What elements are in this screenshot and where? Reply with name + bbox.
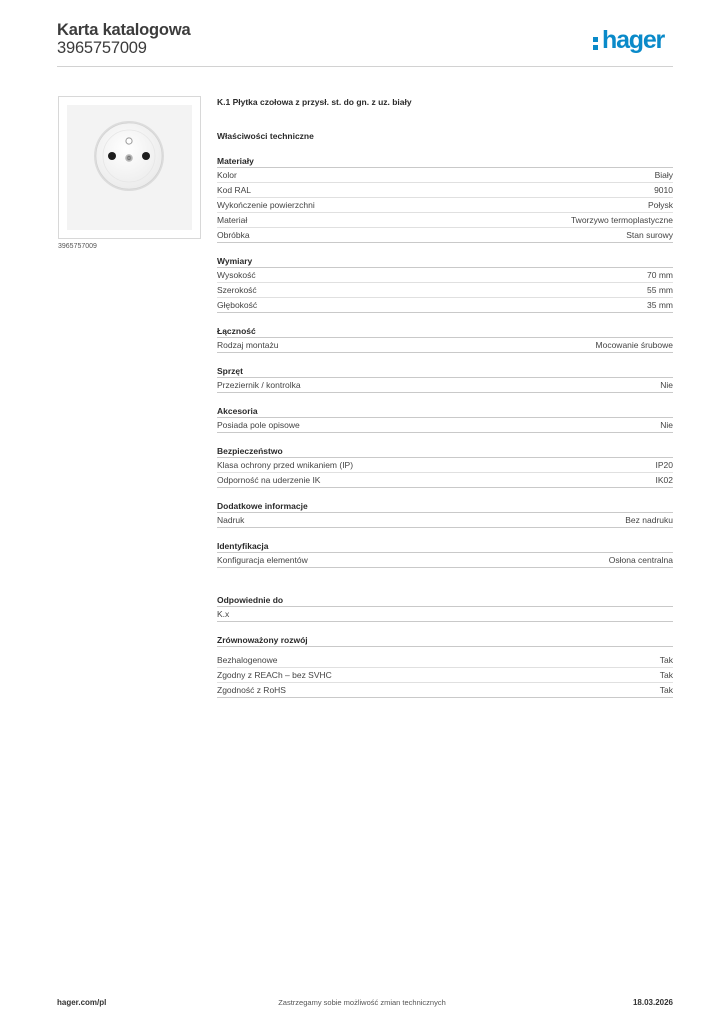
section-title: Dodatkowe informacje [217, 500, 673, 513]
hager-logo [592, 26, 676, 56]
spec-row [217, 378, 673, 393]
spec-label: K.x [217, 609, 230, 619]
spec-value: Tworzywo termoplastyczne [570, 215, 673, 225]
section-safety [217, 445, 673, 488]
section-hardware [217, 365, 673, 393]
section-title: Zrównoważony rozwój [217, 634, 673, 647]
socket-outlet-icon [67, 105, 192, 230]
spec-value: 9010 [654, 185, 673, 195]
spec-row [217, 473, 673, 488]
page-title: Karta katalogowa [57, 21, 191, 39]
spec-label: Wykończenie powierzchni [217, 200, 315, 210]
header-divider [57, 66, 673, 67]
spec-label: Kod RAL [217, 185, 252, 195]
cover-plate [67, 105, 192, 230]
spec-value: IP20 [655, 460, 673, 470]
section-title: Bezpieczeństwo [217, 445, 673, 458]
spec-label: Bezhalogenowe [217, 655, 278, 665]
spec-value: Mocowanie śrubowe [595, 340, 673, 350]
spec-row [217, 607, 673, 622]
spec-row [217, 553, 673, 568]
spec-row [217, 168, 673, 183]
spec-value: Stan surowy [626, 230, 673, 240]
spec-value: Tak [659, 685, 673, 695]
spec-row [217, 338, 673, 353]
spec-value: 70 mm [647, 270, 673, 280]
spec-row [217, 418, 673, 433]
spec-row [217, 283, 673, 298]
product-image [58, 96, 201, 239]
spec-value: 55 mm [647, 285, 673, 295]
spec-row [217, 683, 673, 698]
spec-row [217, 298, 673, 313]
spec-label: Przeziernik / kontrolka [217, 380, 301, 390]
spec-label: Wysokość [217, 270, 256, 280]
spec-value: 35 mm [647, 300, 673, 310]
section-dimensions [217, 255, 673, 313]
section-title: Łączność [217, 325, 673, 338]
spec-value: Nie [660, 380, 673, 390]
spec-label: Odporność na uderzenie IK [217, 475, 321, 485]
spec-value: Tak [659, 670, 673, 680]
spec-label: Zgodność z RoHS [217, 685, 286, 695]
footer-disclaimer: Zastrzegamy sobie możliwość zmian technicznych [278, 998, 446, 1007]
spec-value: IK02 [655, 475, 673, 485]
spec-row [217, 268, 673, 283]
section-title: Akcesoria [217, 405, 673, 418]
spec-row [217, 198, 673, 213]
spec-label: Obróbka [217, 230, 250, 240]
spec-label: Klasa ochrony przed wnikaniem (IP) [217, 460, 354, 470]
logo-text: hager [602, 26, 665, 54]
spec-label: Posiada pole opisowe [217, 420, 300, 430]
spec-row [217, 228, 673, 243]
section-sustainability [217, 634, 673, 698]
spec-row [217, 513, 673, 528]
section-suitable-for [217, 594, 673, 622]
section-additional-info [217, 500, 673, 528]
tech-properties-heading: Właściwości techniczne [217, 131, 314, 141]
spec-label: Głębokość [217, 300, 258, 310]
spec-row [217, 653, 673, 668]
spec-value: Osłona centralna [608, 555, 673, 565]
spec-value: Połysk [647, 200, 673, 210]
spec-value: Bez nadruku [625, 515, 673, 525]
section-materials [217, 155, 673, 243]
footer-date: 18.03.2026 [632, 998, 673, 1007]
spec-value: Tak [659, 655, 673, 665]
spec-label: Rodzaj montażu [217, 340, 279, 350]
spec-content [217, 95, 673, 698]
image-caption: 3965757009 [58, 243, 97, 250]
spec-value: Biały [654, 170, 673, 180]
section-title: Odpowiednie do [217, 594, 673, 607]
product-title: K.1 Płytka czołowa z przysł. st. do gn. z uz. biały [217, 97, 412, 107]
spec-row [217, 183, 673, 198]
footer-website-link[interactable]: hager.com/pl [57, 998, 107, 1007]
section-identification [217, 540, 673, 568]
section-title: Identyfikacja [217, 540, 673, 553]
section-title: Wymiary [217, 255, 673, 268]
spec-row [217, 668, 673, 683]
spec-label: Materiał [217, 215, 248, 225]
spec-row [217, 213, 673, 228]
spec-label: Nadruk [217, 515, 245, 525]
section-title: Materiały [217, 155, 673, 168]
spec-label: Zgodny z REACh – bez SVHC [217, 670, 332, 680]
spec-label: Konfiguracja elementów [217, 555, 308, 565]
spec-label: Szerokość [217, 285, 257, 295]
section-title: Sprzęt [217, 365, 673, 378]
section-connectivity [217, 325, 673, 353]
product-code: 3965757009 [57, 39, 147, 57]
spec-label: Kolor [217, 170, 237, 180]
section-accessories [217, 405, 673, 433]
spec-value: Nie [660, 420, 673, 430]
spec-row [217, 458, 673, 473]
logo-mark-icon [592, 28, 602, 54]
